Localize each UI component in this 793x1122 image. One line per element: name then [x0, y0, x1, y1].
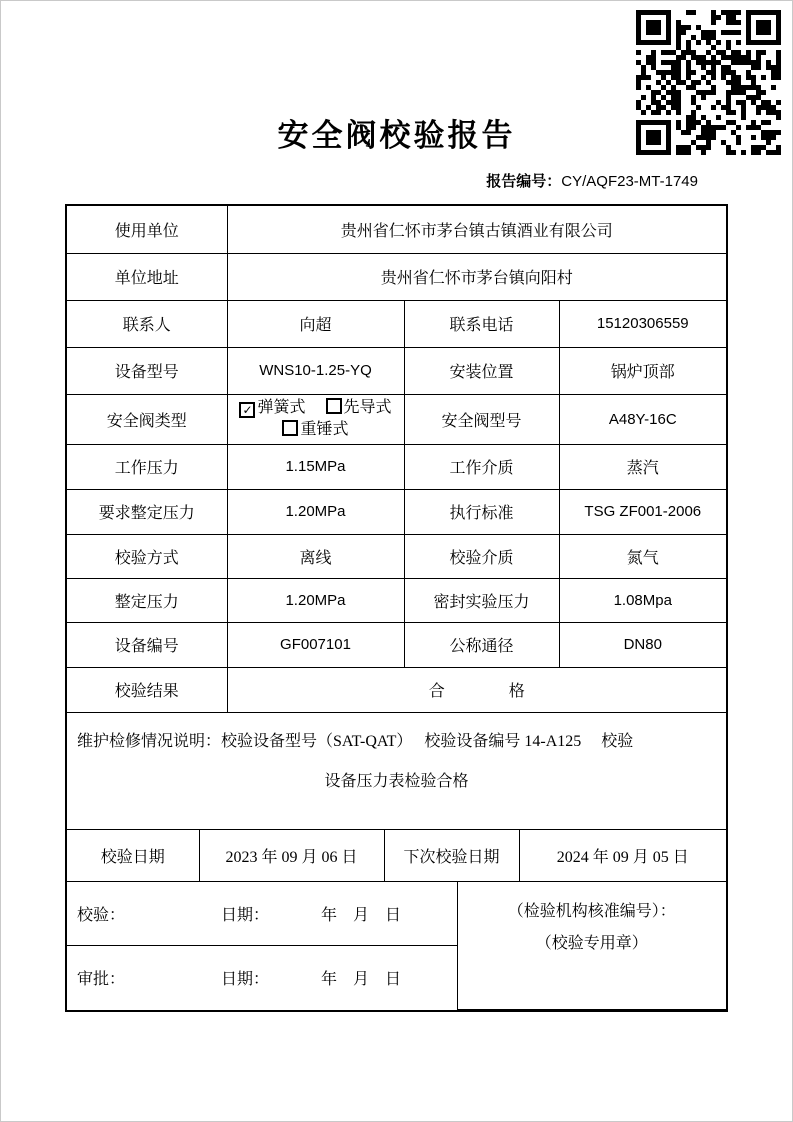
device-no-value: GF007101: [227, 622, 404, 667]
address-value: 贵州省仁怀市茅台镇向阳村: [227, 253, 726, 300]
valve-type-options: [227, 394, 404, 444]
diameter-value: DN80: [559, 622, 726, 667]
valve-model-value: A48Y-16C: [559, 394, 726, 444]
phone-label: 联系电话: [404, 300, 559, 347]
use-unit-label: 使用单位: [67, 206, 227, 253]
stamp-cell: [457, 882, 726, 1009]
valve-option-pilot: 先导式: [326, 399, 392, 416]
maintenance-note: [67, 712, 726, 829]
verify-label: 校验：: [77, 906, 126, 924]
valve-type-label: 安全阀类型: [67, 394, 227, 444]
next-date-label: 下次校验日期: [384, 830, 519, 882]
checkbox-weight-icon: [282, 420, 298, 436]
approve-ymd: 年 月 日: [321, 970, 402, 988]
work-pressure-label: 工作压力: [67, 444, 227, 489]
work-medium-value: 蒸汽: [559, 444, 726, 489]
row-verify-sign: [67, 882, 726, 945]
row-device-model: [67, 347, 726, 394]
report-number: [67, 171, 726, 193]
cal-date-value: 2023 年 09 月 06 日: [199, 830, 384, 882]
verify-ymd: 年 月 日: [321, 906, 402, 924]
row-address: [67, 253, 726, 300]
approve-label: 审批：: [77, 970, 126, 988]
device-no-label: 设备编号: [67, 622, 227, 667]
method-value: 离线: [227, 534, 404, 578]
approve-sign-cell: [67, 945, 457, 1009]
checkbox-pilot-icon: [326, 398, 342, 414]
work-pressure-value: 1.15MPa: [227, 444, 404, 489]
report-table: [65, 204, 728, 1012]
row-contact: [67, 300, 726, 347]
standard-value: TSG ZF001-2006: [559, 489, 726, 534]
set-pressure-value: 1.20MPa: [227, 578, 404, 622]
result-value: 合 格: [227, 667, 726, 712]
install-pos-value: 锅炉顶部: [559, 347, 726, 394]
set-pressure-label: 整定压力: [67, 578, 227, 622]
verify-date-label: 日期：: [221, 906, 270, 924]
standard-label: 执行标准: [404, 489, 559, 534]
approve-date-label: 日期：: [221, 970, 270, 988]
contact-value: 向超: [227, 300, 404, 347]
row-result: [67, 667, 726, 712]
maintenance-line2: 设备压力表检验合格: [324, 772, 469, 790]
req-set-pressure-label: 要求整定压力: [67, 489, 227, 534]
stamp-org-number: （检验机构核准编号）：: [507, 903, 676, 920]
row-use-unit: [67, 206, 726, 253]
row-calibration-date: [67, 830, 726, 882]
qr-code-icon: [636, 10, 781, 155]
work-medium-label: 工作介质: [404, 444, 559, 489]
cal-date-label: 校验日期: [67, 830, 199, 882]
row-method: [67, 534, 726, 578]
device-model-label: 设备型号: [67, 347, 227, 394]
report-number-value: CY/AQF23-MT-1749: [561, 173, 698, 190]
result-label: 校验结果: [67, 667, 227, 712]
address-label: 单位地址: [67, 253, 227, 300]
contact-label: 联系人: [67, 300, 227, 347]
row-work-pressure: [67, 444, 726, 489]
stamp-seal: （校验专用章）: [535, 935, 648, 952]
row-req-set-pressure: [67, 489, 726, 534]
diameter-label: 公称通径: [404, 622, 559, 667]
device-model-value: WNS10-1.25-YQ: [227, 347, 404, 394]
maintenance-line1: 维护检修情况说明：校验设备型号（SAT-QAT） 校验设备编号 14-A125 校验: [77, 732, 634, 750]
req-set-pressure-value: 1.20MPa: [227, 489, 404, 534]
phone-value: 15120306559: [559, 300, 726, 347]
valve-option-weight: 重锤式: [282, 421, 348, 438]
row-valve-type: [67, 394, 726, 444]
seal-pressure-label: 密封实验压力: [404, 578, 559, 622]
valve-model-label: 安全阀型号: [404, 394, 559, 444]
use-unit-value: 贵州省仁怀市茅台镇古镇酒业有限公司: [227, 206, 726, 253]
valve-option-spring: ✓ 弹簧式: [239, 399, 305, 416]
next-date-value: 2024 年 09 月 05 日: [519, 830, 726, 882]
method-label: 校验方式: [67, 534, 227, 578]
row-set-pressure: [67, 578, 726, 622]
report-number-label: 报告编号：: [486, 174, 562, 190]
verify-sign-cell: [67, 882, 457, 945]
row-device-no: [67, 622, 726, 667]
row-maintenance: [67, 712, 726, 829]
page-title: 安全阀校验报告: [277, 118, 516, 153]
medium-label: 校验介质: [404, 534, 559, 578]
install-pos-label: 安装位置: [404, 347, 559, 394]
checkbox-spring-icon: ✓: [239, 402, 255, 418]
medium-value: 氮气: [559, 534, 726, 578]
seal-pressure-value: 1.08Mpa: [559, 578, 726, 622]
